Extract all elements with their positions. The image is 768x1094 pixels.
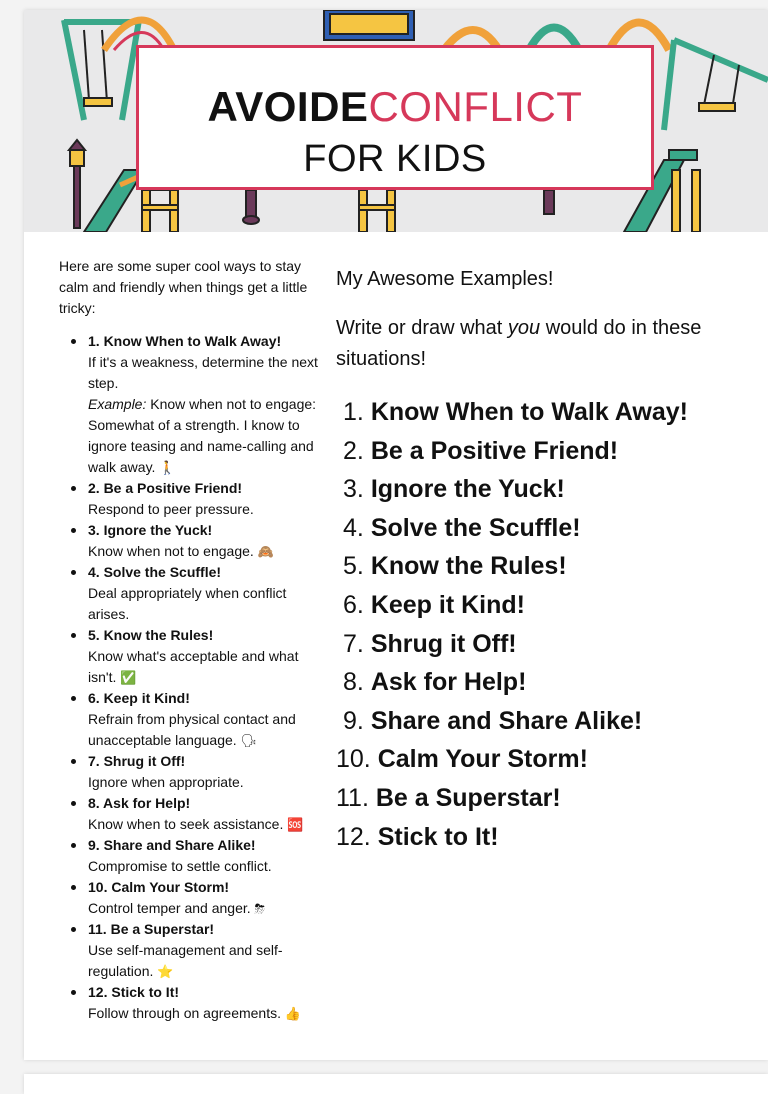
item-number: 7. (343, 629, 364, 658)
list-item (88, 793, 321, 835)
list-item (336, 586, 756, 625)
page-title (139, 84, 651, 130)
example-text: Know when not to engage: Somewhat of a strength. I know to ignore teasing and name-calling and walk away. (88, 396, 317, 475)
tip-title: 3. Ignore the Yuck! (88, 522, 213, 538)
item-title: Ignore the Yuck! (370, 475, 565, 504)
tip-description-text: Control temper and anger. (88, 900, 251, 916)
storm-cloud-icon: ⛈ (254, 901, 265, 916)
next-page-edge (24, 1074, 768, 1094)
examples-list (336, 393, 756, 856)
list-item (336, 470, 756, 509)
tip-title: 2. Be a Positive Friend! (88, 480, 243, 496)
tip-description-text: Know when not to engage. (88, 543, 254, 559)
list-item (336, 547, 756, 586)
item-title: Stick to It! (377, 822, 499, 851)
item-number: 3. (343, 475, 364, 504)
tip-description (88, 646, 321, 688)
example-label: Example: (88, 396, 147, 412)
item-title: Be a Superstar! (375, 783, 561, 812)
list-item (88, 520, 321, 562)
list-item (88, 835, 321, 877)
tip-description (88, 814, 321, 835)
list-item (88, 751, 321, 793)
speaking-head-icon: 🗣 (240, 733, 258, 748)
tip-description (88, 1003, 321, 1024)
examples-column (336, 267, 756, 856)
tip-title: 5. Know the Rules! (88, 627, 214, 643)
instructions-text-end: would do in these situations! (336, 317, 702, 370)
see-no-evil-monkey-icon: 🙈 (257, 544, 274, 559)
tip-title: 11. Be a Superstar! (88, 921, 215, 937)
document-page (24, 10, 768, 1060)
instructions-text: Write or draw what (336, 317, 508, 339)
list-item (336, 432, 756, 471)
item-number: 10. (336, 745, 371, 774)
tip-title: 6. Keep it Kind! (88, 690, 190, 706)
tip-title: 4. Solve the Scuffle! (88, 564, 222, 580)
item-number: 8. (343, 668, 364, 697)
list-item (336, 779, 756, 818)
list-item (336, 625, 756, 664)
playground-banner (24, 10, 768, 232)
post-icon (243, 190, 554, 224)
tip-title: 9. Share and Share Alike! (88, 837, 256, 853)
tips-list (59, 331, 321, 1024)
title-bold-part: AVOIDE (207, 83, 369, 130)
list-item (88, 982, 321, 1024)
title-accent-part: CONFLICT (368, 83, 583, 130)
item-title: Share and Share Alike! (370, 706, 643, 735)
list-item (88, 625, 321, 688)
item-title: Solve the Scuffle! (370, 513, 581, 542)
item-number: 5. (343, 552, 364, 581)
list-item (336, 818, 756, 857)
tip-description: If it's a weakness, determine the next step. (88, 354, 318, 391)
title-box (136, 45, 654, 190)
thumbs-up-icon: 👍 (284, 1006, 302, 1021)
page-subtitle: FOR KIDS (303, 138, 487, 180)
list-item (336, 393, 756, 432)
tip-description: Compromise to settle conflict. (88, 858, 272, 874)
list-item (336, 702, 756, 741)
item-title: Shrug it Off! (370, 629, 517, 658)
lamp-post-icon (69, 140, 85, 228)
item-number: 9. (343, 706, 364, 735)
tip-example (88, 394, 321, 478)
tip-title: 10. Calm Your Storm! (88, 879, 230, 895)
list-item (88, 877, 321, 919)
tip-description (88, 940, 321, 982)
star-icon: ⭐ (157, 964, 174, 979)
tip-title: 12. Stick to It! (88, 984, 180, 1000)
list-item (88, 331, 321, 478)
list-item (336, 509, 756, 548)
tip-description-text: Follow through on agreements. (88, 1005, 281, 1021)
item-number: 1. (343, 398, 364, 426)
item-title: Know the Rules! (370, 552, 567, 581)
tip-description (88, 898, 321, 919)
list-item (88, 478, 321, 520)
item-number: 11. (336, 783, 369, 812)
tip-title: 8. Ask for Help! (88, 795, 191, 811)
intro-text: Here are some super cool ways to stay calm and friendly when things get a little tricky: (59, 258, 308, 316)
tip-description (88, 541, 321, 562)
list-item (88, 919, 321, 982)
check-mark-icon: ✅ (120, 670, 137, 685)
item-number: 4. (343, 513, 364, 542)
tip-description: Respond to peer pressure. (88, 501, 254, 517)
tip-description-text: Know what's acceptable and what isn't. (88, 648, 299, 685)
examples-instructions (336, 313, 756, 375)
item-title: Calm Your Storm! (377, 745, 588, 774)
item-number: 12. (336, 822, 371, 851)
list-item (336, 740, 756, 779)
item-title: Know When to Walk Away! (370, 398, 688, 426)
examples-heading: My Awesome Examples! (336, 268, 554, 290)
swing-set-right-icon (664, 40, 768, 130)
slide-structure-icon (324, 10, 414, 40)
tip-description: Ignore when appropriate. (88, 774, 244, 790)
tip-description-text: Use self-management and self-regulation. (88, 942, 283, 979)
item-number: 6. (343, 590, 364, 619)
item-title: Be a Positive Friend! (370, 436, 619, 465)
center-ladder-icon (359, 190, 395, 232)
sos-icon: 🆘 (287, 817, 304, 832)
instructions-emphasis: you (507, 317, 541, 339)
list-item (88, 688, 321, 751)
list-item (336, 663, 756, 702)
tip-title: 1. Know When to Walk Away! (88, 333, 282, 349)
tip-description (88, 709, 321, 751)
item-title: Keep it Kind! (370, 590, 525, 619)
item-title: Ask for Help! (370, 668, 527, 697)
list-item (88, 562, 321, 625)
tip-description: Deal appropriately when conflict arises. (88, 585, 287, 622)
tip-description-text: Refrain from physical contact and unacceptable language. (88, 711, 296, 748)
walking-person-icon: 🚶 (159, 460, 176, 475)
swing-set-left-icon (64, 20, 139, 120)
item-number: 2. (343, 436, 364, 465)
tips-column (59, 256, 321, 1024)
tip-title: 7. Shrug it Off! (88, 753, 186, 769)
tip-description-text: Know when to seek assistance. (88, 816, 284, 832)
